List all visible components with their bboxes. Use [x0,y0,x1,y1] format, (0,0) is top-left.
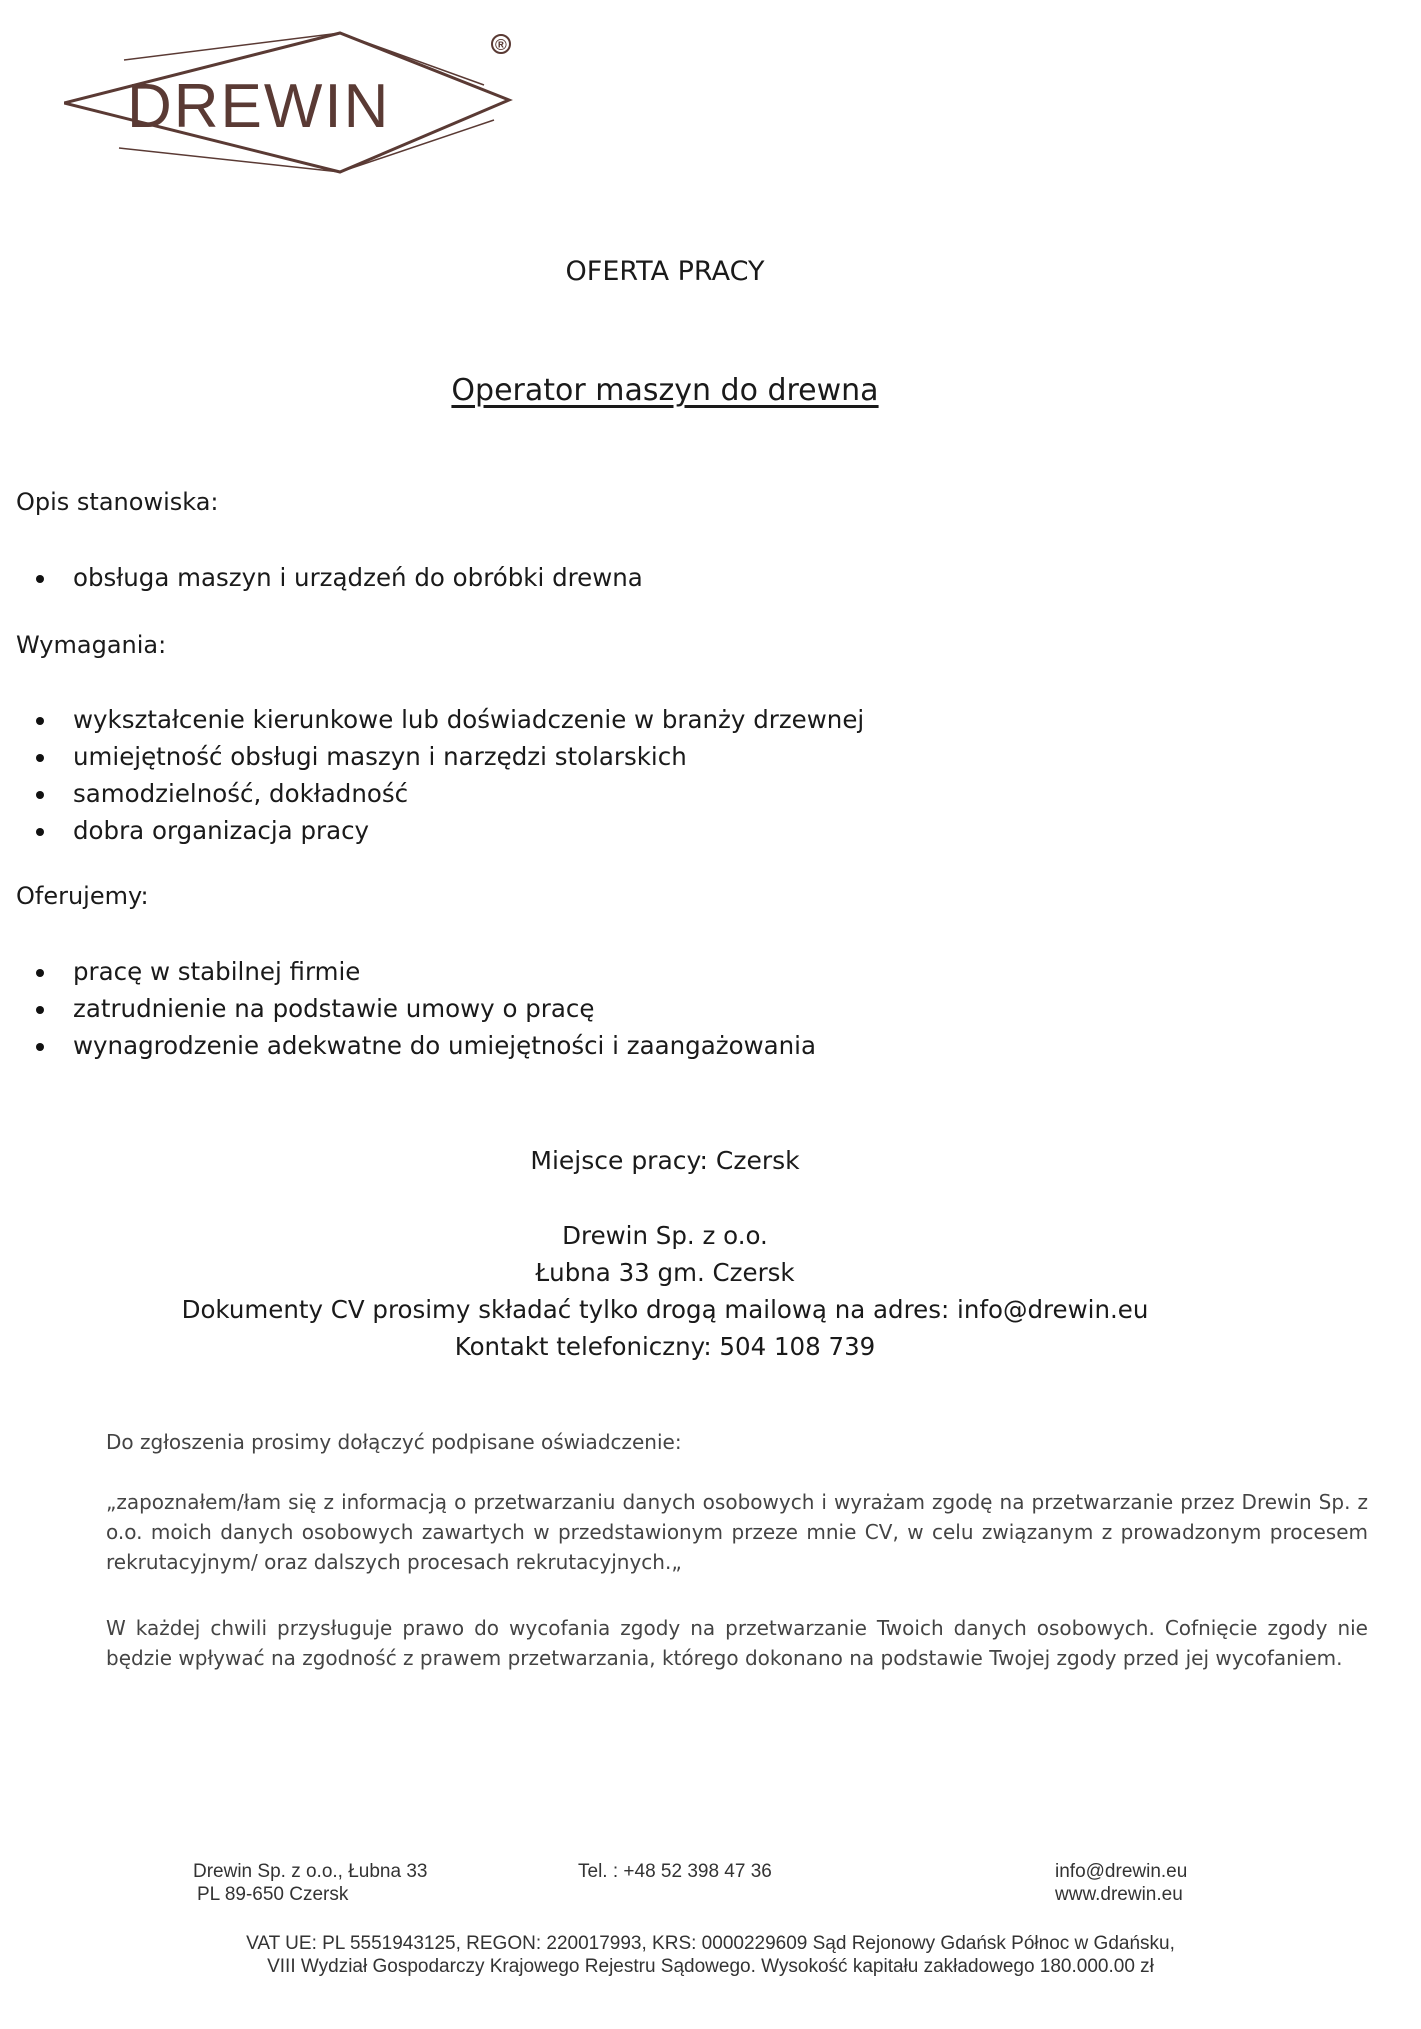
footer-www: www.drewin.eu [1055,1884,1183,1905]
footer-phone: Tel. : +48 52 398 47 36 [578,1861,772,1882]
footer-web [1055,1860,1187,1906]
offer-heading: Oferujemy: [16,882,149,910]
registered-mark: ® [495,37,507,54]
consent-statement: „zapoznałem/łam się z informacją o przetwarzaniu danych osobowych i wyrażam zgodę na przetwarzanie przez Drewin Sp. z o.o. moich danych osobowych zawartych w przedstawionym przeze mnie CV, w celu związanym z prowadzonym procesem rekrutacyjnym/ oraz dalszych procesach rekrutacyjnych.„ [106,1490,1368,1574]
description-heading: Opis stanowiska: [16,488,219,516]
list-item: pracę w stabilnej firmie [16,953,816,990]
offer-list [16,953,816,1064]
consent-withdrawal: W każdej chwili przysługuje prawo do wycofania zgody na przetwarzanie Twoich danych osobowych. Cofnięcie zgody nie będzie wpływać na zgodność z prawem przetwarzania, którego dokonano na podstawie Twojej zgody przed jej wycofaniem. [106,1616,1368,1670]
company-address: Łubna 33 gm. Czersk [535,1258,795,1287]
list-item: wynagrodzenie adekwatne do umiejętności i zaangażowania [16,1027,816,1064]
list-item: wykształcenie kierunkowe lub doświadczenie w branży drzewnej [16,701,864,738]
description-list [16,559,643,596]
page-title: OFERTA PRACY [565,256,765,287]
footer-address-line1: Drewin Sp. z o.o., Łubna 33 [193,1861,428,1882]
requirements-list [16,701,864,849]
cv-note: Dokumenty CV prosimy składać tylko drogą mailową na adres: info@drewin.eu [181,1295,1149,1324]
footer-email: info@drewin.eu [1055,1861,1188,1882]
footer-legal-line1: VAT UE: PL 5551943125, REGON: 220017993, KRS: 0000229609 Sąd Rejonowy Gdańsk Północ w Gdańsku, [246,1933,1175,1954]
logo-wordmark: DREWIN [127,72,391,141]
list-item: dobra organizacja pracy [16,812,864,849]
list-item: samodzielność, dokładność [16,775,864,812]
company-name: Drewin Sp. z o.o. [562,1221,768,1250]
list-item: zatrudnienie na podstawie umowy o pracę [16,990,816,1027]
contact-block [0,1217,1330,1365]
footer-address [193,1860,427,1906]
job-title: Operator maszyn do drewna [451,373,879,408]
consent-intro: Do zgłoszenia prosimy dołączyć podpisane oświadczenie: [106,1430,682,1454]
footer-address-line2: PL 89-650 Czersk [197,1884,349,1905]
drewin-logo [64,30,524,175]
workplace: Miejsce pracy: Czersk [530,1146,800,1175]
requirements-heading: Wymagania: [16,631,167,659]
contact-phone: Kontakt telefoniczny: 504 108 739 [454,1332,876,1361]
list-item: umiejętność obsługi maszyn i narzędzi stolarskich [16,738,864,775]
footer-legal-line2: VIII Wydział Gospodarczy Krajowego Rejestru Sądowego. Wysokość kapitału zakładowego 180.000.00 zł [267,1956,1154,1977]
list-item: obsługa maszyn i urządzeń do obróbki drewna [16,559,643,596]
footer-legal [0,1932,1421,1978]
